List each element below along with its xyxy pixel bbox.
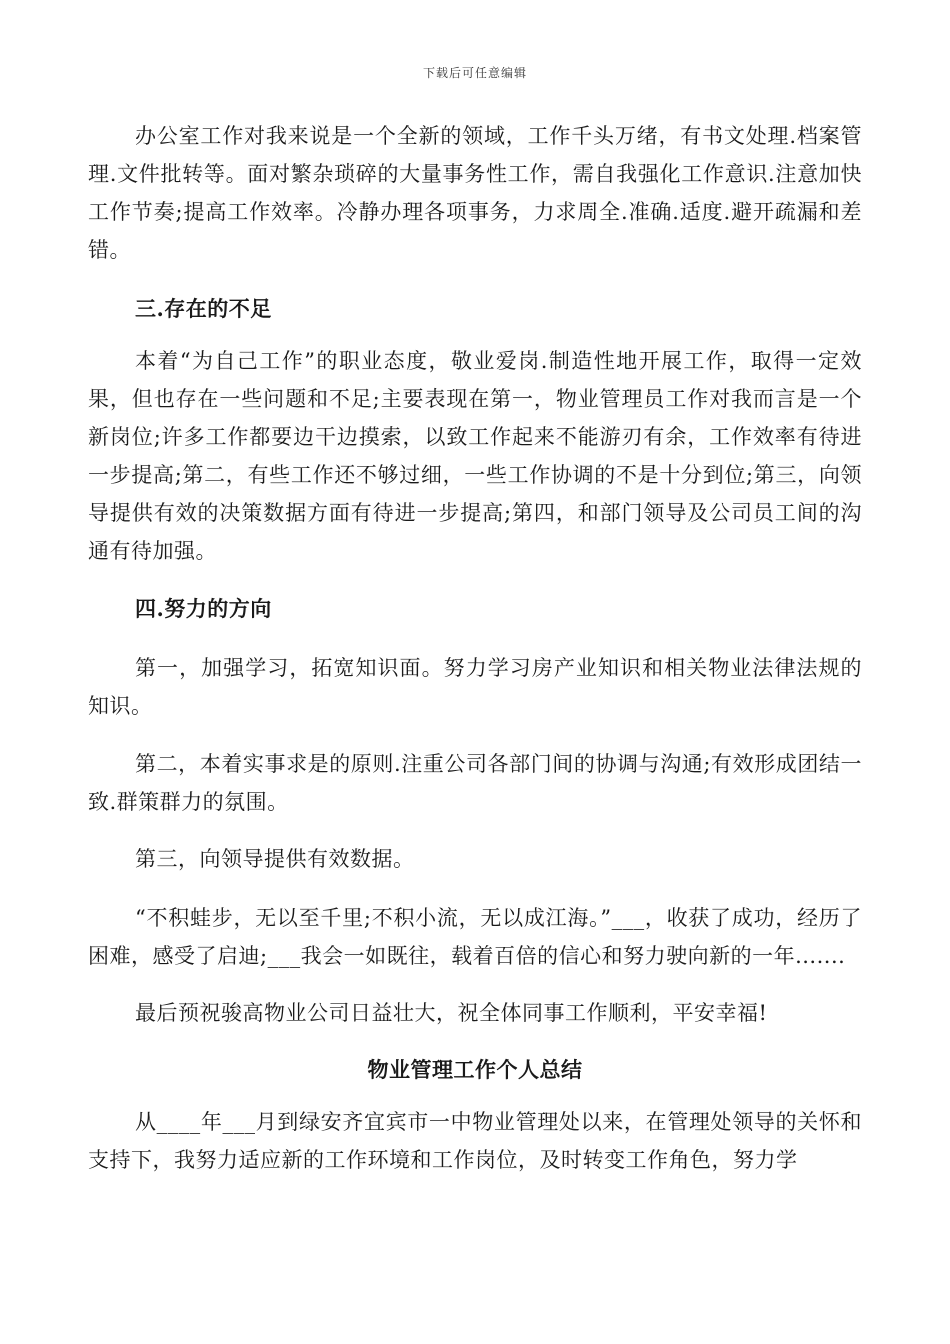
paragraph-direction-first: 第一，加强学习，拓宽知识面。努力学习房产业知识和相关物业法律法规的知识。	[88, 656, 862, 718]
paragraph-summary-intro: 从____年___月到绿安齐宜宾市一中物业管理处以来，在管理处领导的关怀和支持下，我努力适应新的工作环境和工作岗位，及时转变工作角色，努力学	[88, 1110, 862, 1172]
document-body	[88, 117, 862, 1179]
section-heading-shortcomings: 三.存在的不足	[135, 296, 272, 321]
document-title: 物业管理工作个人总结	[367, 1057, 583, 1082]
section-heading-direction: 四.努力的方向	[135, 596, 272, 621]
paragraph-direction-third: 第三，向领导提供有效数据。	[135, 847, 415, 871]
paragraph-quote: “不积蛙步，无以至千里;不积小流，无以成江海。”___，收获了成功，经历了困难，感受了启迪;___我会一如既往，载着百倍的信心和努力驶向新的一年.......	[88, 906, 862, 968]
paragraph-closing-wishes: 最后预祝骏高物业公司日益壮大，祝全体同事工作顺利，平安幸福!	[135, 1001, 768, 1025]
header-note: 下载后可任意编辑	[422, 66, 527, 80]
paragraph-shortcomings: 本着“为自己工作”的职业态度，敬业爱岗.制造性地开展工作，取得一定效果，但也存在一些问题和不足;主要表现在第一，物业管理员工作对我而言是一个新岗位;许多工作都要边干边摸索，以致工作起来不能游刃有余，工作效率有待进一步提高;第二，有些工作还不够过细，一些工作协调的不是十分到位;第三，向领导提供有效的决策数据方面有待进一步提高;第四，和部门领导及公司员工间的沟通有待加强。	[88, 349, 862, 563]
paragraph-direction-second: 第二，本着实事求是的原则.注重公司各部门间的协调与沟通;有效形成团结一致.群策群力的氛围。	[88, 752, 862, 814]
paragraph-office-work: 办公室工作对我来说是一个全新的领域，工作千头万绪，有书文处理.档案管理.文件批转等。面对繁杂琐碎的大量事务性工作，需自我强化工作意识.注意加快工作节奏;提高工作效率。冷静办理各项事务，力求周全.准确.适度.避开疏漏和差错。	[88, 124, 862, 262]
